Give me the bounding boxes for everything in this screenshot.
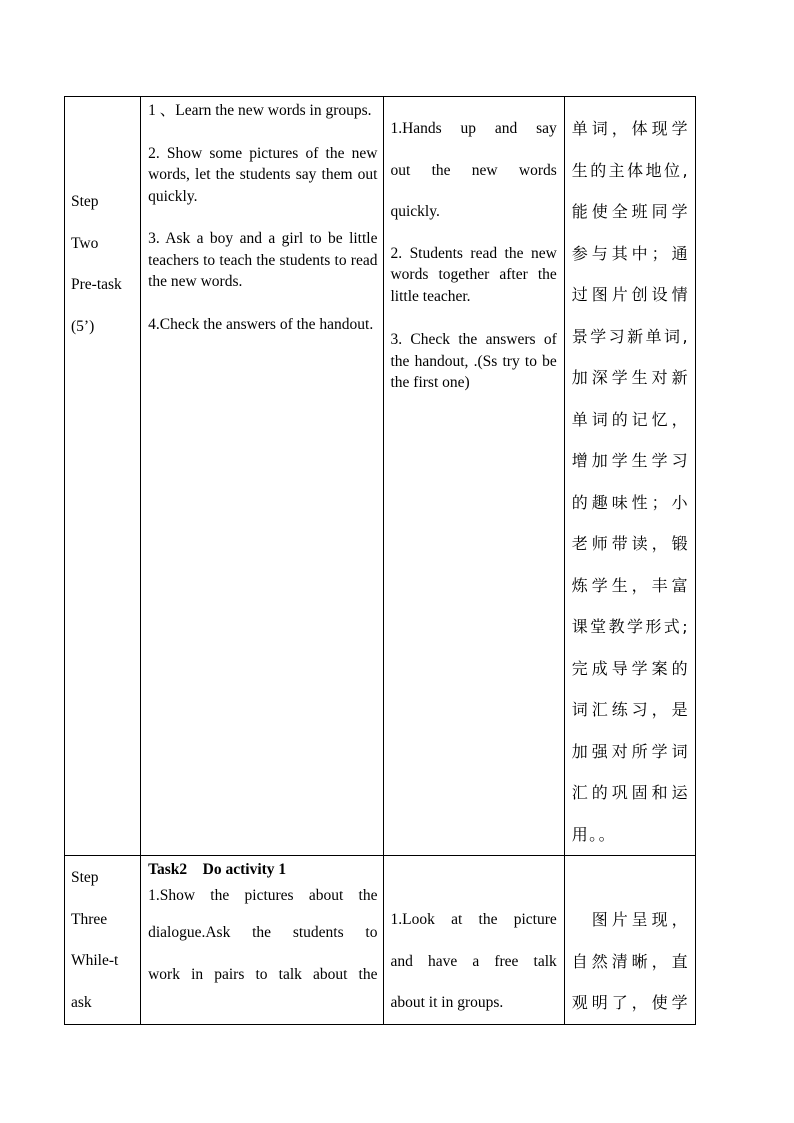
purpose-line: 的趣味性；小 <box>571 492 689 512</box>
purpose-line: 生的主体地位, <box>571 160 689 180</box>
table-row <box>65 856 696 1025</box>
teacher-activity: 3. Ask a boy and a girl to be little teachers to teach the students to read the new words. <box>148 230 378 290</box>
teacher-activity: 4.Check the answers of the handout. <box>148 315 374 333</box>
lesson-plan-table <box>64 96 696 1025</box>
step-cell <box>65 856 141 1025</box>
purpose-line: 景学习新单词, <box>571 326 689 346</box>
student-activity-line: quickly. <box>390 203 440 220</box>
student-activity-line: and have a free talk <box>390 952 557 970</box>
teacher-activity-line: work in pairs to talk about the <box>148 965 378 983</box>
student-activity: 3. Check the answers of the handout, .(Ss try to be the first one) <box>390 331 557 391</box>
purpose-line: 老师带读，锻 <box>571 534 689 553</box>
teacher-activity-cell <box>141 97 384 856</box>
teacher-activity-line: 1.Show the pictures about the <box>148 887 378 904</box>
purpose-line: 词汇练习，是 <box>571 700 689 719</box>
student-activity-line: about it in groups. <box>390 994 504 1011</box>
purpose-line: 自然清晰，直 <box>571 951 689 971</box>
purpose-line: 过图片创设情 <box>571 285 689 304</box>
step-line: Three <box>71 910 108 928</box>
purpose-line: 单词的记忆， <box>571 409 689 429</box>
purpose-line: 图片呈现， <box>571 910 689 929</box>
step-line: Step <box>71 869 99 886</box>
teacher-activity: 1 、Learn the new words in groups. <box>148 102 372 119</box>
task-heading: Task2 Do activity 1 <box>148 861 287 878</box>
teacher-activity-cell <box>141 856 384 1025</box>
teacher-activity: 2. Show some pictures of the new words, let the students say them out quickly. <box>148 144 378 205</box>
step-line: (5’) <box>71 317 95 335</box>
table-row <box>65 97 696 856</box>
purpose-line: 完成导学案的 <box>571 658 689 678</box>
step-line: ask <box>71 993 92 1011</box>
purpose-line: 参与其中；通 <box>571 243 689 263</box>
purpose-line: 加强对所学词 <box>571 741 689 761</box>
student-activity-cell <box>384 97 564 856</box>
step-line: Two <box>71 234 99 252</box>
purpose-line: 炼学生，丰富 <box>571 575 689 595</box>
purpose-cell <box>564 856 695 1025</box>
purpose-line: 能使全班同学 <box>571 202 689 221</box>
purpose-line: 加深学生对新 <box>571 368 689 387</box>
student-activity: 2. Students read the new words together after the little teacher. <box>390 244 557 305</box>
step-cell <box>65 97 141 856</box>
purpose-cell <box>564 97 695 856</box>
purpose-line: 增加学生学习 <box>571 451 689 470</box>
step-line: Step <box>71 193 99 210</box>
purpose-line: 观明了，使学 <box>571 993 689 1012</box>
student-activity-line: 1.Look at the picture <box>390 911 557 928</box>
purpose-line: 用。。 <box>571 824 616 844</box>
teacher-activity-line: dialogue.Ask the students to <box>148 924 378 941</box>
step-line: Pre-task <box>71 276 122 293</box>
student-activity-line: out the new words <box>390 161 557 179</box>
purpose-line: 课堂教学形式; <box>571 617 689 636</box>
step-line: While-t <box>71 952 119 969</box>
student-activity-line: 1.Hands up and say <box>390 120 557 137</box>
student-activity-cell <box>384 856 564 1025</box>
purpose-line: 汇的巩固和运 <box>571 783 689 802</box>
purpose-line: 单词，体现学 <box>571 119 689 138</box>
